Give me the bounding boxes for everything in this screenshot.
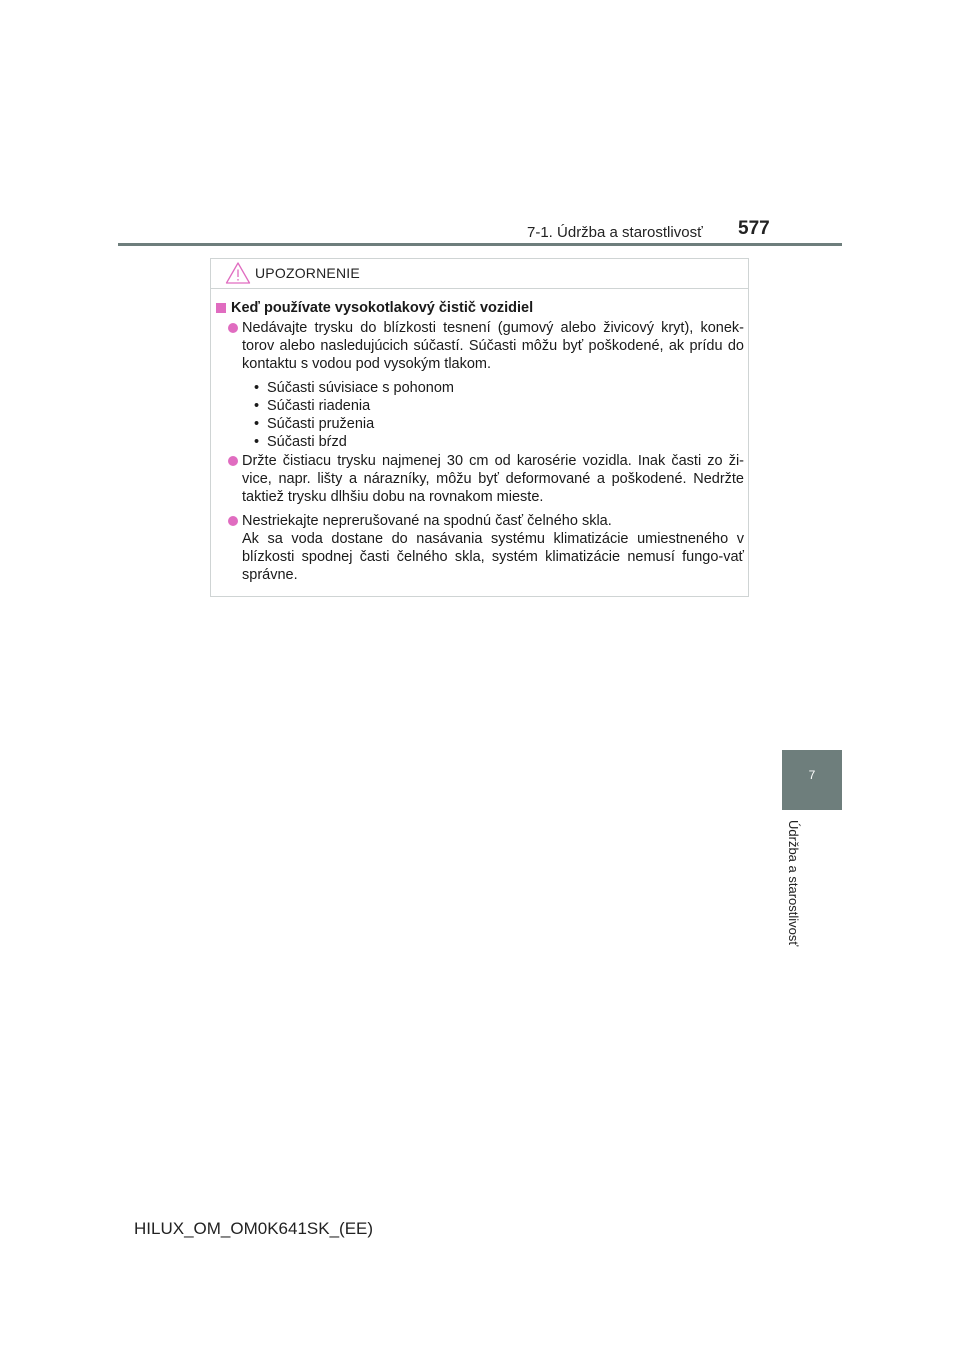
document-code: HILUX_OM_OM0K641SK_(EE) [134, 1219, 374, 1238]
circle-bullet-icon [228, 516, 238, 526]
components-list [216, 379, 744, 451]
warning-section-heading [216, 299, 744, 317]
warning-triangle-icon [225, 261, 251, 285]
warning-body [216, 299, 744, 590]
circle-bullet-icon [228, 323, 238, 333]
chapter-label [786, 820, 806, 970]
chapter-label-text: Údržba a starostlivosť [786, 820, 801, 947]
warning-paragraph [216, 512, 744, 584]
warning-paragraph [216, 319, 744, 373]
section-title: 7-1. Údržba a starostlivosť [527, 224, 703, 241]
chapter-tab [782, 750, 842, 810]
warning-box [210, 258, 749, 597]
list-item: • Súčasti bŕzd [254, 433, 744, 451]
warning-header [211, 259, 748, 289]
paragraph-text: Ak sa voda dostane do nasávania systému klimatizácie umiestneného v blízkosti spodnej časti čelného skla, systém klimatizácie nemusí fungo-vať správne. [242, 531, 744, 583]
warning-section-title: Keď používate vysokotlakový čistič vozidiel [231, 300, 534, 316]
paragraph-text: Nestriekajte neprerušované na spodnú časť čelného skla. [242, 513, 612, 529]
header-divider [118, 243, 842, 246]
list-item: • Súčasti pruženia [254, 415, 744, 433]
list-item: • Súčasti riadenia [254, 397, 744, 415]
warning-title: UPOZORNENIE [255, 265, 360, 281]
circle-bullet-icon [228, 456, 238, 466]
paragraph-text: Držte čistiacu trysku najmenej 30 cm od karosérie vozidla. Inak časti zo ži-vice, napr. lišty a nárazníky, môžu byť deformované a poškodené. Nedržte taktiež trysku dlhšiu dobu na rovnakom mieste. [242, 453, 744, 505]
page-number: 577 [738, 218, 770, 239]
paragraph-text: Nedávajte trysku do blízkosti tesnení (gumový alebo živicový kryt), konek-torov alebo nasledujúcich súčastí. Súčasti môžu byť poškodené, ak prídu do kontaktu s vodou pod vysokým tlakom. [242, 320, 744, 372]
chapter-number: 7 [808, 768, 816, 782]
square-bullet-icon [216, 303, 226, 313]
list-item: • Súčasti súvisiace s pohonom [254, 379, 744, 397]
warning-paragraph [216, 452, 744, 506]
